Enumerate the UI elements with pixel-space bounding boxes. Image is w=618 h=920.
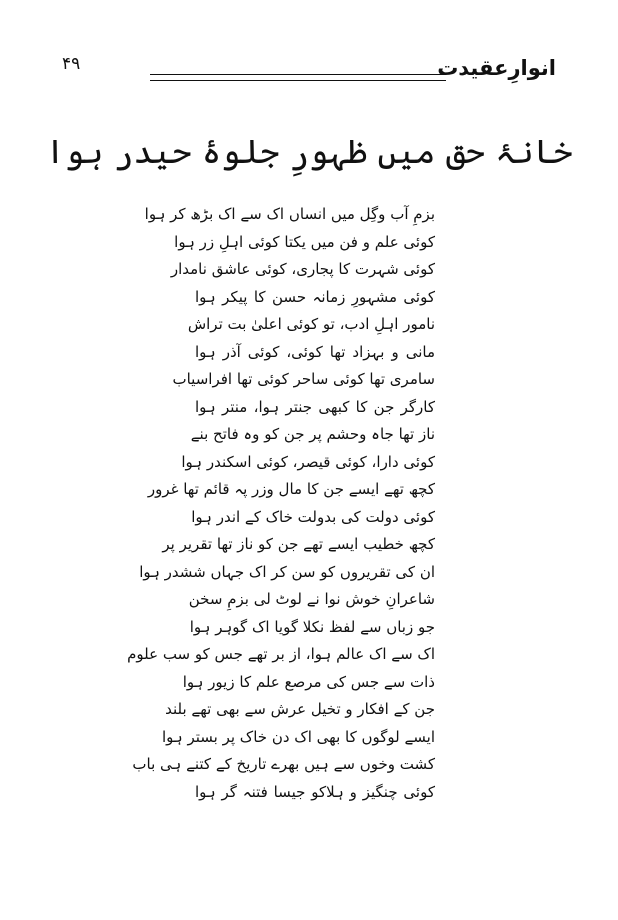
verse-line: کوئی شہرت کا پجاری، کوئی عاشق نامدار [170, 260, 435, 278]
poem-title: خانۂ حق میں ظہورِ جلوۂ حیدر ہوا [45, 132, 573, 171]
verse-line: کشت وخوں سے ہیں بھرے تاریخ کے کتنے ہی باب [132, 755, 435, 773]
verse-line: ان کی تقریروں کو سن کر اک جہاں ششدر ہوا [139, 562, 435, 581]
verse-line: کوئی دولت کی بدولت خاک کے اندر ہوا [191, 507, 435, 526]
verse-line: ایسے لوگوں کا بھی اک دن خاک پر بستر ہوا [161, 727, 435, 746]
header-rule-top [150, 74, 446, 75]
verse-line: بزمِ آب وگِل میں انساں اک سے اک بڑھ کر ہوا [144, 205, 435, 223]
verse-line: کچھ خطیب ایسے تھے جن کو ناز تھا تقریر پر [162, 535, 435, 553]
verse-line: مانی و بہزاد تھا کوئی، کوئی آذر ہوا [195, 342, 435, 361]
page-number: ۴۹ [62, 54, 81, 74]
verse-line: ناز تھا جاہ وحشم پر جن کو وہ فاتح بنے [190, 425, 435, 443]
verse-line: کچھ تھے ایسے جن کا مال وزر پہ قائم تھا غرور [147, 480, 435, 498]
verse-line: کوئی علم و فن میں یکتا کوئی اہلِ زر ہوا [174, 232, 435, 251]
verse-line: کارگر جن کا کبھی جنتر ہوا، منتر ہوا [195, 397, 435, 416]
verse-line: کوئی دارا، کوئی قیصر، کوئی اسکندر ہوا [181, 452, 435, 471]
verse-line: کوئی چنگیز و ہلاکو جیسا فتنہ گر ہوا [195, 782, 435, 801]
verse-line: شاعرانِ خوش نوا نے لوٹ لی بزمِ سخن [188, 590, 435, 608]
running-title: انوارِعقیدت [437, 56, 556, 80]
verse-line: کوئی مشہورِ زمانہ حسن کا پیکر ہوا [195, 287, 435, 306]
header-rule-bottom [150, 80, 446, 81]
verse-list [127, 201, 435, 806]
verse-line: اک سے اک عالم ہوا، از بر تھے جس کو سب علوم [127, 645, 435, 663]
verse-line: نامور اہلِ ادب، تو کوئی اعلیٰ بت تراش [187, 315, 435, 333]
verse-line: جن کے افکار و تخیل عرش سے بھی تھے بلند [165, 700, 435, 718]
verse-line: جو زباں سے لفظ نکلا گویا اک گوہر ہوا [189, 617, 435, 636]
verse-line: سامری تھا کوئی ساحر کوئی تھا افراسیاب [172, 370, 435, 388]
verse-line: ذات سے جس کی مرصع علم کا زیور ہوا [182, 672, 435, 691]
